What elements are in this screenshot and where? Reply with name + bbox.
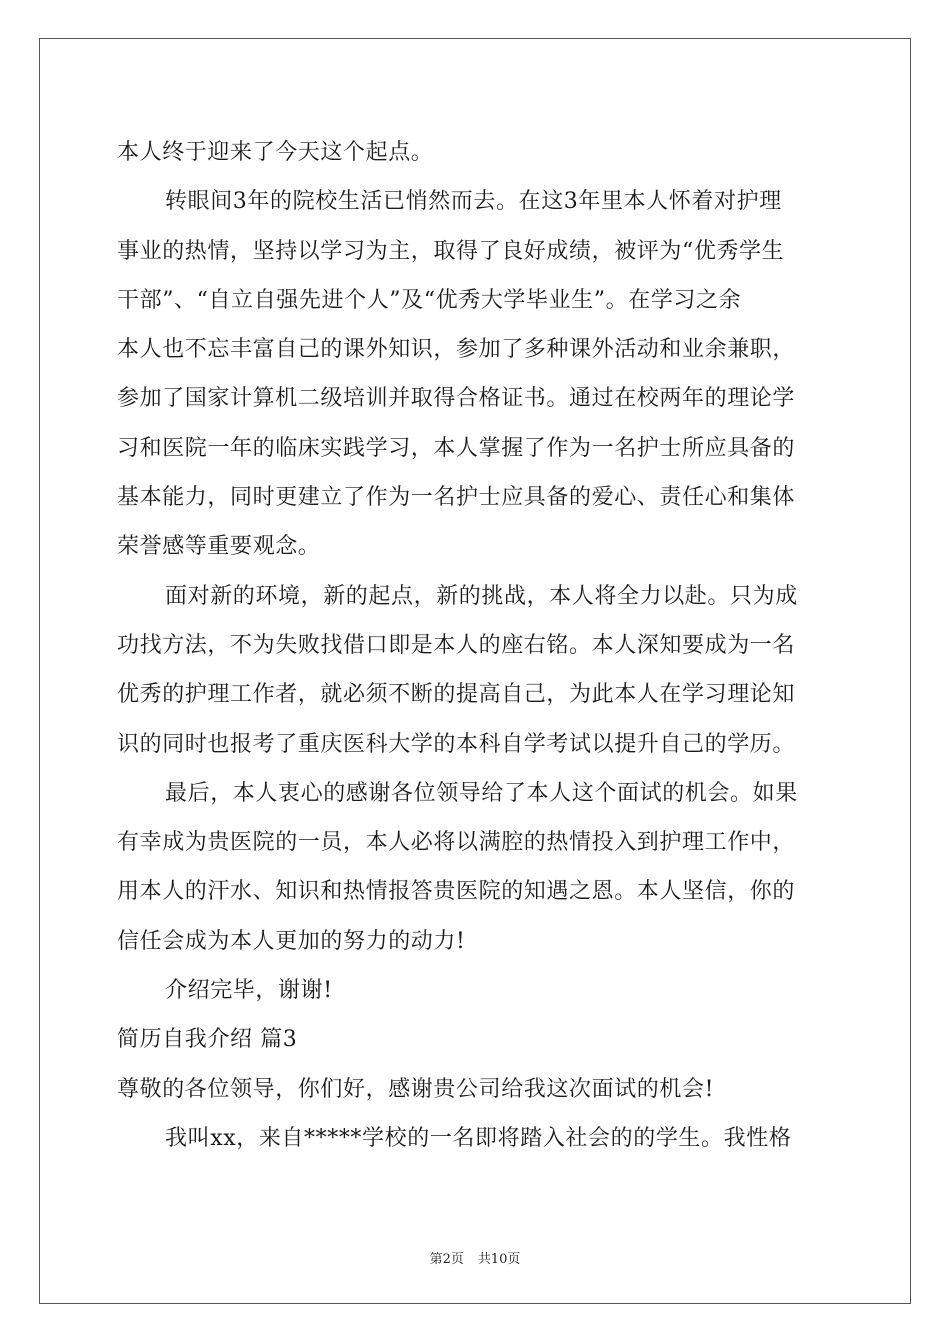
text-line: 用本人的汗水、知识和热情报答贵医院的知遇之恩。本人坚信，你的 <box>117 879 796 905</box>
text-line: 参加了国家计算机二级培训并取得合格证书。通过在校两年的理论学 <box>117 386 796 412</box>
document-body <box>117 128 835 1163</box>
text-line: 有幸成为贵医院的一员，本人必将以满腔的热情投入到护理工作中， <box>117 830 796 856</box>
text-line: 荣誉感等重要观念。 <box>117 534 321 560</box>
page-total: 共10页 <box>477 1252 521 1267</box>
text-line: 优秀的护理工作者，就必须不断的提高自己，为此本人在学习理论知 <box>117 682 796 708</box>
text-line: 事业的热情，坚持以学习为主，取得了良好成绩，被评为“优秀学生 <box>117 238 785 264</box>
text-line: 尊敬的各位领导，你们好，感谢贵公司给我这次面试的机会! <box>117 1076 715 1102</box>
text-line: 干部”、“自立自强先进个人”及“优秀大学毕业生”。在学习之余 <box>117 287 742 313</box>
paragraph-block-section <box>117 1065 835 1164</box>
paragraph-block <box>117 128 835 1015</box>
text-line: 习和医院一年的临床实践学习，本人掌握了作为一名护士所应具备的 <box>117 435 796 461</box>
page-footer <box>0 1248 950 1267</box>
text-line: 介绍完毕，谢谢! <box>165 978 333 1004</box>
page-number: 第2页 <box>429 1252 464 1267</box>
text-line: 我叫xx，来自*****学校的一名即将踏入社会的的学生。我性格 <box>165 1125 792 1151</box>
text-line: 转眼间3年的院校生活已悄然而去。在这3年里本人怀着对护理 <box>165 189 782 215</box>
text-line: 本人也不忘丰富自己的课外知识，参加了多种课外活动和业余兼职， <box>117 337 796 363</box>
text-line: 本人终于迎来了今天这个起点。 <box>117 140 434 165</box>
text-line: 信任会成为本人更加的努力的动力! <box>117 928 466 954</box>
section-heading: 简历自我介绍 篇3 <box>117 1027 298 1053</box>
text-line: 最后，本人衷心的感谢各位领导给了本人这个面试的机会。如果 <box>165 780 798 806</box>
text-line: 功找方法，不为失败找借口即是本人的座右铭。本人深知要成为一名 <box>117 632 796 658</box>
text-line: 面对新的环境，新的起点，新的挑战，本人将全力以赴。只为成 <box>165 583 798 609</box>
text-line: 基本能力，同时更建立了作为一名护士应具备的爱心、责任心和集体 <box>117 485 796 511</box>
text-line: 识的同时也报考了重庆医科大学的本科自学考试以提升自己的学历。 <box>117 731 796 757</box>
